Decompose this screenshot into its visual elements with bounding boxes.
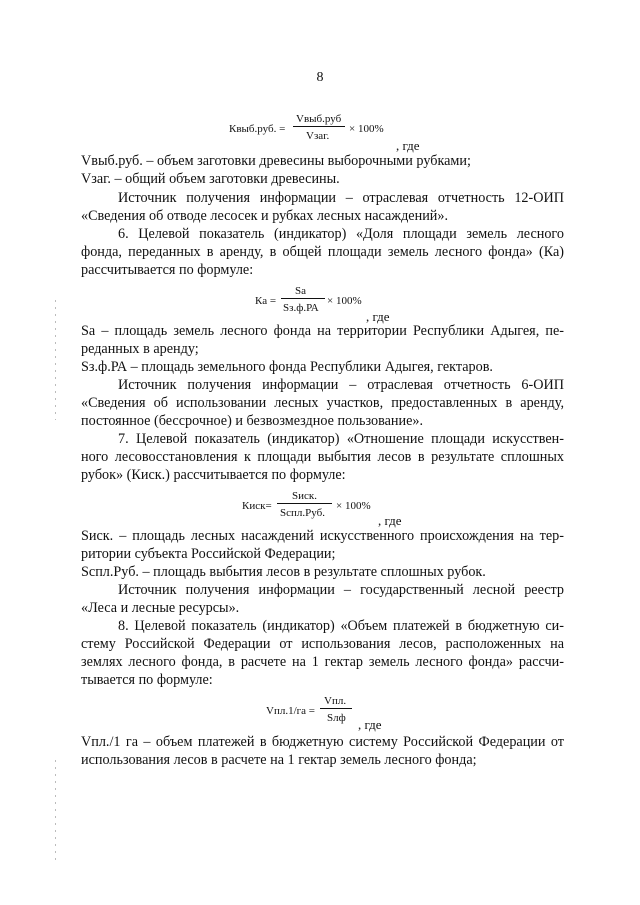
where-label: , где xyxy=(358,717,382,732)
text-line: реданных в аренду; xyxy=(81,341,199,357)
fraction-bar xyxy=(293,126,345,127)
where-label: , где xyxy=(396,138,420,153)
text-line: ного лесовосстановления к площади выбытия лесов в результате сплошных xyxy=(81,449,564,465)
text-line: рубок» (Киск.) рассчитывается по формуле: xyxy=(81,467,346,483)
scan-margin-mark xyxy=(55,300,56,420)
formula-numerator: Vпл. xyxy=(324,695,347,707)
fraction-bar xyxy=(320,708,352,709)
formula-lhs: Квыб.руб. = xyxy=(229,123,286,135)
formula-multiplier: × 100% xyxy=(336,500,371,512)
text-line: Источник получения информации – отраслевая отчетность 12-ОИП xyxy=(118,190,564,206)
text-line: Vпл./1 га – объем платежей в бюджетную систему Российской Федерации от xyxy=(81,734,564,750)
text-line: 8. Целевой показатель (индикатор) «Объем платежей в бюджетную си- xyxy=(118,618,564,634)
text-line: стему Российской Федерации от использования лесов, расположенных на xyxy=(81,636,564,652)
formula-multiplier: × 100% xyxy=(349,123,384,135)
formula-denominator: Sспл.Руб. xyxy=(280,507,325,519)
page-number: 8 xyxy=(316,70,324,85)
fraction-bar xyxy=(277,503,332,504)
text-line: Vзаг. – общий объем заготовки древесины. xyxy=(81,171,340,187)
text-line: фонда, переданных в аренду, в общей площади земель лесного фонда» (Ка) xyxy=(81,244,564,260)
text-line: Sa – площадь земель лесного фонда на территории Республики Адыгея, пе- xyxy=(81,323,564,339)
formula-denominator: Sлф xyxy=(327,712,346,724)
text-line: Vвыб.руб. – объем заготовки древесины выборочными рубками; xyxy=(81,153,471,169)
text-line: 7. Целевой показатель (индикатор) «Отношение площади искусствен- xyxy=(118,431,564,447)
text-line: Источник получения информации – отраслевая отчетность 6-ОИП xyxy=(118,377,564,393)
formula-lhs: Киск= xyxy=(242,500,272,512)
formula-denominator: Sз.ф.РА xyxy=(283,302,319,314)
text-line: «Сведения об использовании лесных участков, предоставленных в аренду, xyxy=(81,395,564,411)
text-line: «Сведения об отводе лесосек и рубках лесных насаждений». xyxy=(81,208,449,224)
fraction-bar xyxy=(281,298,325,299)
formula-numerator: Sa xyxy=(295,285,306,297)
formula-numerator: Sиск. xyxy=(292,490,317,502)
text-line: землях лесного фонда, в расчете на 1 гектар земель лесного фонда» рассчи- xyxy=(81,654,564,670)
text-line: постоянное (бессрочное) и безвозмездное пользование». xyxy=(81,413,424,429)
text-line: использования лесов в расчете на 1 гектар земель лесного фонда; xyxy=(81,752,477,768)
formula-numerator: Vвыб.руб xyxy=(296,113,342,125)
formula-multiplier: × 100% xyxy=(327,295,362,307)
where-label: , где xyxy=(378,513,402,528)
text-line: «Леса и лесные ресурсы». xyxy=(81,600,240,616)
text-line: ритории субъекта Российской Федерации; xyxy=(81,546,336,562)
formula-lhs: Ка = xyxy=(255,295,277,307)
text-line: Источник получения информации – государственный лесной реестр xyxy=(118,582,564,598)
text-line: рассчитывается по формуле: xyxy=(81,262,254,278)
scan-margin-mark xyxy=(55,760,56,860)
text-line: Sспл.Руб. – площадь выбытия лесов в результате сплошных рубок. xyxy=(81,564,486,580)
text-line: Sиск. – площадь лесных насаждений искусственного происхождения на тер- xyxy=(81,528,564,544)
text-line: Sз.ф.РА – площадь земельного фонда Республики Адыгея, гектаров. xyxy=(81,359,493,375)
formula-denominator: Vзаг. xyxy=(306,130,330,142)
where-label: , где xyxy=(366,309,390,324)
text-line: тывается по формуле: xyxy=(81,672,213,688)
formula-lhs: Vпл.1/га = xyxy=(266,705,315,717)
text-line: 6. Целевой показатель (индикатор) «Доля площади земель лесного xyxy=(118,226,564,242)
